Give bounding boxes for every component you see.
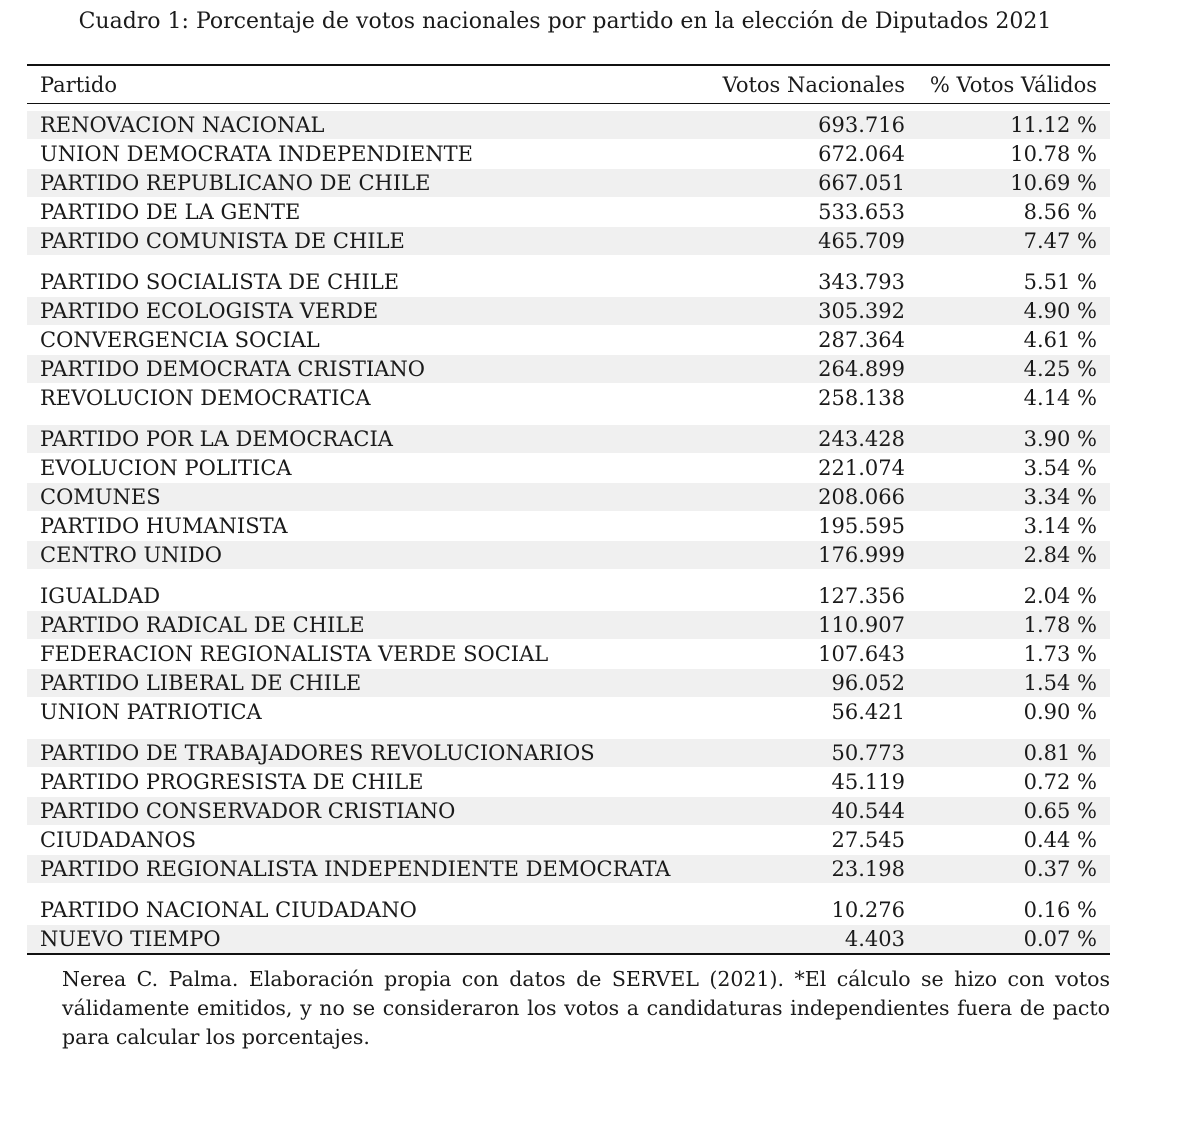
national-votes: 305.392 bbox=[818, 299, 905, 323]
national-votes: 243.428 bbox=[818, 427, 905, 451]
party-name: IGUALDAD bbox=[40, 584, 161, 608]
valid-votes-percent: 2.84 % bbox=[1023, 543, 1097, 567]
national-votes: 96.052 bbox=[831, 671, 905, 695]
national-votes: 258.138 bbox=[818, 386, 905, 410]
table-row bbox=[27, 611, 1110, 639]
valid-votes-percent: 4.90 % bbox=[1023, 299, 1097, 323]
valid-votes-percent: 1.54 % bbox=[1023, 671, 1097, 695]
party-name: COMUNES bbox=[40, 485, 161, 509]
national-votes: 693.716 bbox=[818, 113, 905, 137]
party-name: CIUDADANOS bbox=[40, 828, 197, 852]
table-row bbox=[27, 326, 1110, 354]
table-row bbox=[27, 826, 1110, 854]
national-votes: 221.074 bbox=[818, 456, 905, 480]
valid-votes-percent: 1.78 % bbox=[1023, 613, 1097, 637]
national-votes: 45.119 bbox=[831, 770, 905, 794]
party-name: PARTIDO HUMANISTA bbox=[40, 514, 288, 538]
party-name: NUEVO TIEMPO bbox=[40, 927, 221, 951]
table-caption: Cuadro 1: Porcentaje de votos nacionales por partido en la elección de Diputados 2021 bbox=[78, 9, 1052, 34]
party-name: PARTIDO REGIONALISTA INDEPENDIENTE DEMOCRATA bbox=[40, 857, 671, 881]
valid-votes-percent: 3.90 % bbox=[1023, 427, 1097, 451]
party-name: REVOLUCION DEMOCRATICA bbox=[40, 386, 371, 410]
table-top-rule bbox=[27, 64, 1110, 66]
valid-votes-percent: 0.90 % bbox=[1023, 700, 1097, 724]
table-row bbox=[27, 739, 1110, 767]
national-votes: 208.066 bbox=[818, 485, 905, 509]
party-name: PARTIDO RADICAL DE CHILE bbox=[40, 613, 365, 637]
table-row bbox=[27, 140, 1110, 168]
table-row bbox=[27, 925, 1110, 953]
national-votes: 195.595 bbox=[818, 514, 905, 538]
valid-votes-percent: 0.16 % bbox=[1023, 898, 1097, 922]
valid-votes-percent: 3.54 % bbox=[1023, 456, 1097, 480]
table-header-rule bbox=[27, 103, 1110, 104]
table-row bbox=[27, 541, 1110, 569]
party-name: CONVERGENCIA SOCIAL bbox=[40, 328, 320, 352]
national-votes: 27.545 bbox=[831, 828, 905, 852]
table-row bbox=[27, 111, 1110, 139]
table-row bbox=[27, 198, 1110, 226]
table-bottom-rule bbox=[27, 953, 1110, 955]
valid-votes-percent: 0.07 % bbox=[1023, 927, 1097, 951]
national-votes: 107.643 bbox=[818, 642, 905, 666]
valid-votes-percent: 1.73 % bbox=[1023, 642, 1097, 666]
valid-votes-percent: 11.12 % bbox=[1010, 113, 1097, 137]
valid-votes-percent: 3.14 % bbox=[1023, 514, 1097, 538]
valid-votes-percent: 0.65 % bbox=[1023, 799, 1097, 823]
national-votes: 23.198 bbox=[831, 857, 905, 881]
national-votes: 56.421 bbox=[831, 700, 905, 724]
table-row bbox=[27, 454, 1110, 482]
valid-votes-percent: 4.61 % bbox=[1023, 328, 1097, 352]
table-row bbox=[27, 355, 1110, 383]
party-name: RENOVACION NACIONAL bbox=[40, 113, 325, 137]
national-votes: 10.276 bbox=[831, 898, 905, 922]
party-name: PARTIDO PROGRESISTA DE CHILE bbox=[40, 770, 424, 794]
table-note: Nerea C. Palma. Elaboración propia con datos de SERVEL (2021). *El cálculo se hizo con votos válidamente emitidos, y no se consideraron los votos a candidaturas independientes fuera de pacto para calcular los porcentajes. bbox=[62, 967, 1110, 1049]
table-row bbox=[27, 768, 1110, 796]
party-name: PARTIDO REPUBLICANO DE CHILE bbox=[40, 171, 431, 195]
party-name: PARTIDO COMUNISTA DE CHILE bbox=[40, 229, 405, 253]
national-votes: 110.907 bbox=[818, 613, 905, 637]
table-row bbox=[27, 169, 1110, 197]
national-votes: 667.051 bbox=[818, 171, 905, 195]
table-row bbox=[27, 855, 1110, 883]
valid-votes-percent: 0.37 % bbox=[1023, 857, 1097, 881]
valid-votes-percent: 4.25 % bbox=[1023, 357, 1097, 381]
valid-votes-percent: 0.44 % bbox=[1023, 828, 1097, 852]
party-name: CENTRO UNIDO bbox=[40, 543, 222, 567]
valid-votes-percent: 10.78 % bbox=[1010, 142, 1097, 166]
valid-votes-percent: 7.47 % bbox=[1023, 229, 1097, 253]
table-row bbox=[27, 512, 1110, 540]
national-votes: 127.356 bbox=[818, 584, 905, 608]
table-row bbox=[27, 425, 1110, 453]
valid-votes-percent: 0.81 % bbox=[1023, 741, 1097, 765]
national-votes: 465.709 bbox=[818, 229, 905, 253]
table-header-row bbox=[27, 71, 1110, 99]
valid-votes-percent: 2.04 % bbox=[1023, 584, 1097, 608]
national-votes: 287.364 bbox=[818, 328, 905, 352]
party-name: UNION PATRIOTICA bbox=[40, 700, 262, 724]
table-row bbox=[27, 582, 1110, 610]
valid-votes-percent: 0.72 % bbox=[1023, 770, 1097, 794]
table-row bbox=[27, 640, 1110, 668]
national-votes: 176.999 bbox=[818, 543, 905, 567]
valid-votes-percent: 5.51 % bbox=[1023, 270, 1097, 294]
table-row bbox=[27, 384, 1110, 412]
table-row bbox=[27, 669, 1110, 697]
valid-votes-percent: 4.14 % bbox=[1023, 386, 1097, 410]
header-partido: Partido bbox=[40, 73, 117, 97]
party-name: PARTIDO DE TRABAJADORES REVOLUCIONARIOS bbox=[40, 741, 595, 765]
party-name: UNION DEMOCRATA INDEPENDIENTE bbox=[40, 142, 473, 166]
party-name: PARTIDO DEMOCRATA CRISTIANO bbox=[40, 357, 425, 381]
national-votes: 672.064 bbox=[818, 142, 905, 166]
table-row bbox=[27, 297, 1110, 325]
header-votos-nacionales: Votos Nacionales bbox=[722, 73, 905, 97]
header-votos-validos: % Votos Válidos bbox=[929, 73, 1097, 97]
national-votes: 264.899 bbox=[818, 357, 905, 381]
party-name: PARTIDO DE LA GENTE bbox=[40, 200, 301, 224]
national-votes: 40.544 bbox=[831, 799, 905, 823]
party-name: PARTIDO ECOLOGISTA VERDE bbox=[40, 299, 379, 323]
national-votes: 343.793 bbox=[818, 270, 905, 294]
table-row bbox=[27, 896, 1110, 924]
table-row bbox=[27, 268, 1110, 296]
valid-votes-percent: 3.34 % bbox=[1023, 485, 1097, 509]
party-name: PARTIDO NACIONAL CIUDADANO bbox=[40, 898, 417, 922]
party-name: FEDERACION REGIONALISTA VERDE SOCIAL bbox=[40, 642, 549, 666]
national-votes: 4.403 bbox=[844, 927, 905, 951]
party-name: PARTIDO LIBERAL DE CHILE bbox=[40, 671, 362, 695]
valid-votes-percent: 10.69 % bbox=[1010, 171, 1097, 195]
valid-votes-percent: 8.56 % bbox=[1023, 200, 1097, 224]
national-votes: 533.653 bbox=[818, 200, 905, 224]
table-row bbox=[27, 698, 1110, 726]
national-votes: 50.773 bbox=[831, 741, 905, 765]
party-name: PARTIDO POR LA DEMOCRACIA bbox=[40, 427, 393, 451]
party-name: EVOLUCION POLITICA bbox=[40, 456, 292, 480]
table-row bbox=[27, 797, 1110, 825]
party-name: PARTIDO SOCIALISTA DE CHILE bbox=[40, 270, 400, 294]
party-name: PARTIDO CONSERVADOR CRISTIANO bbox=[40, 799, 456, 823]
table-row bbox=[27, 227, 1110, 255]
table-row bbox=[27, 483, 1110, 511]
